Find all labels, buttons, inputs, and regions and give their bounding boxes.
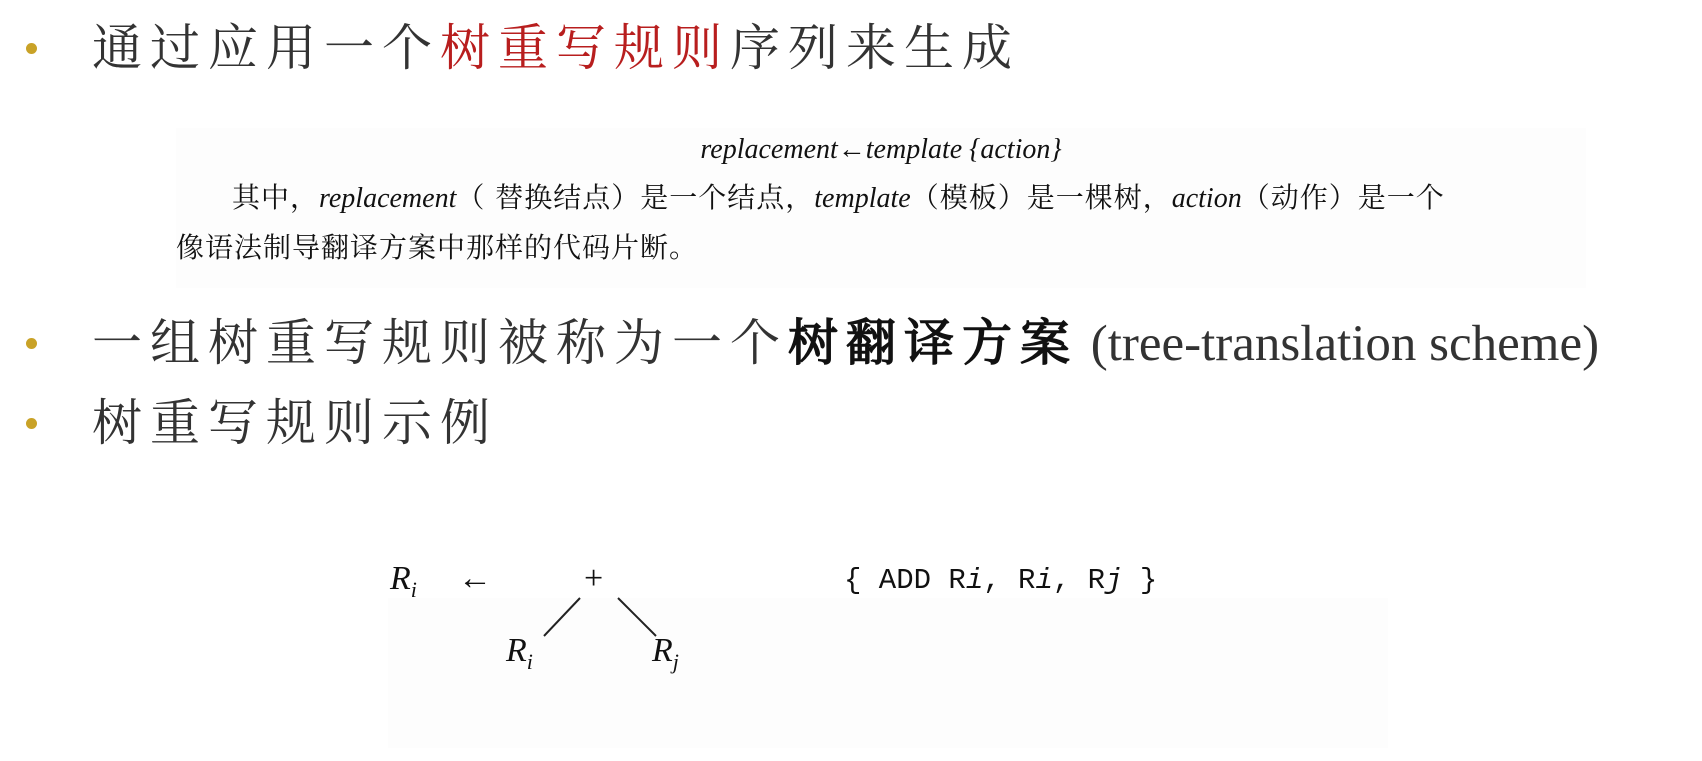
- bullet-1-post: 序列来生成: [730, 19, 1020, 77]
- bullet-2-bold: 树翻译方案: [788, 313, 1078, 372]
- bullet-2-pre: 一组树重写规则被称为一个: [92, 314, 788, 372]
- tree-edge-right: [618, 598, 656, 636]
- bullet-text-2: [92, 313, 1599, 374]
- rule-arrow: ←: [458, 560, 492, 597]
- bullet-text-3: 树重写规则示例: [92, 394, 498, 452]
- bullet-item-1: [0, 10, 1702, 90]
- term-replacement: replacement: [319, 183, 457, 214]
- action-reg-index: j: [1105, 564, 1123, 597]
- bullet-1-highlight: 树重写规则: [440, 19, 730, 77]
- left-child-subscript: i: [526, 648, 533, 674]
- action-reg-index: i: [965, 564, 984, 597]
- term-action: action: [1171, 183, 1242, 214]
- tree-root-operator: +: [584, 560, 604, 597]
- bullet-dot: [26, 338, 37, 349]
- bullet-text-1: [92, 18, 1020, 78]
- bullet-1-pre: 通过应用一个: [92, 19, 440, 77]
- excerpt-text: （动作）是一个: [1241, 181, 1445, 214]
- right-child-subscript: j: [672, 648, 679, 674]
- rule-action: [844, 564, 1157, 597]
- bullet-2-latin: (tree-translation scheme): [1078, 316, 1600, 372]
- action-text: }: [1122, 564, 1158, 597]
- excerpt-text: 其中，: [232, 181, 320, 214]
- tree-rewrite-rule-example: [388, 560, 1388, 748]
- rule-lhs-subscript: i: [410, 576, 417, 602]
- action-text: , R: [983, 564, 1036, 597]
- left-child-symbol: R: [506, 632, 527, 669]
- tree-left-child: [506, 632, 533, 675]
- excerpt-text: （ 替换结点）是一个结点，: [456, 181, 815, 214]
- textbook-excerpt: [176, 128, 1586, 288]
- tree-edges: [528, 596, 748, 676]
- excerpt-formula: replacement←template {action}: [700, 134, 1062, 165]
- excerpt-line-1: [232, 176, 1445, 216]
- action-reg-index: i: [1035, 564, 1053, 597]
- bullet-item-2: [0, 305, 1702, 385]
- bullet-dot: [26, 43, 37, 54]
- right-child-symbol: R: [652, 632, 673, 669]
- rule-lhs-symbol: R: [390, 560, 411, 597]
- term-template: template: [814, 183, 911, 214]
- action-text: { ADD R: [844, 564, 966, 597]
- tree-right-child: [652, 632, 679, 675]
- bullet-item-3: [0, 385, 1702, 465]
- excerpt-text: （模板）是一棵树，: [910, 181, 1172, 214]
- excerpt-line-2: 像语法制导翻译方案中那样的代码片断。: [176, 231, 699, 264]
- bullet-dot: [26, 418, 37, 429]
- tree-edge-left: [544, 598, 580, 636]
- action-text: , R: [1052, 564, 1106, 597]
- rule-lhs: [390, 560, 417, 603]
